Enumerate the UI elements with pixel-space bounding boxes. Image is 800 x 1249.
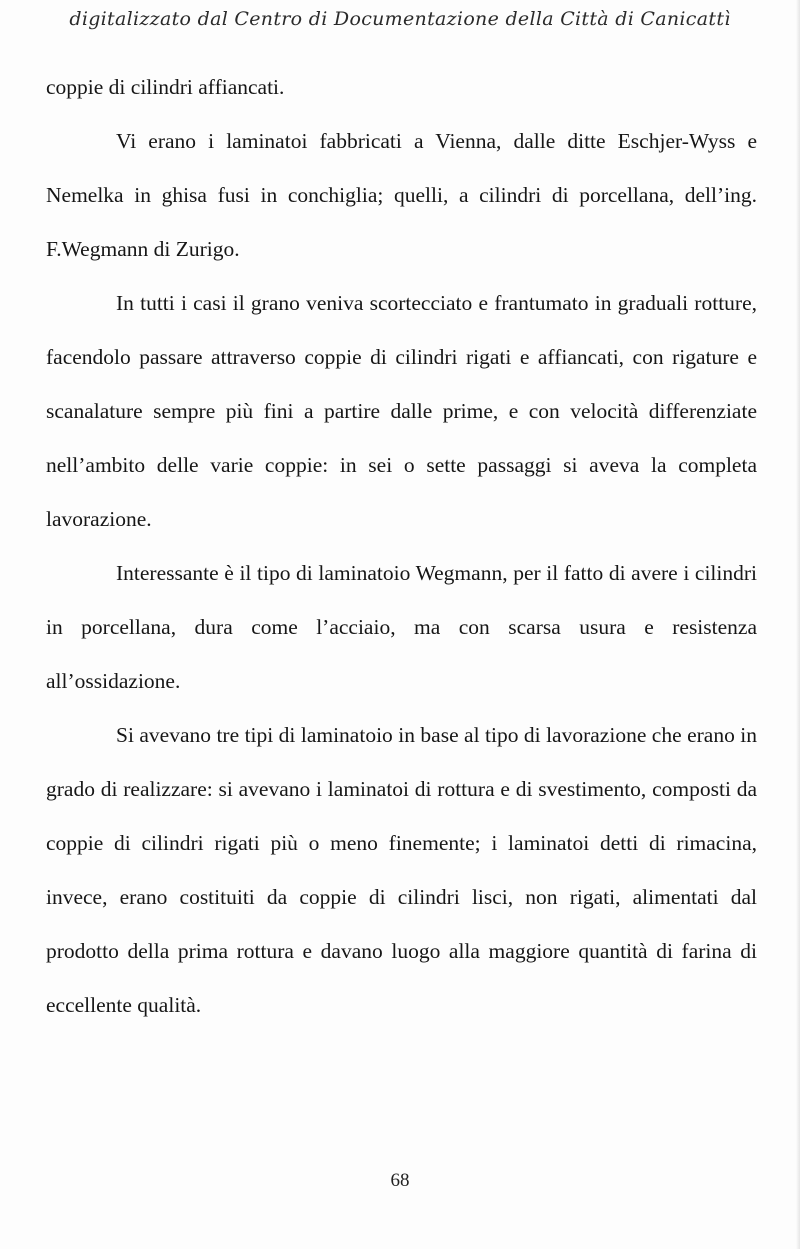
paragraph-laminatoio-wegmann: Interessante è il tipo di laminatoio Wegmann, per il fatto di avere i cilindri in porcellana, dura come l’acciaio, ma con scarsa usura e resistenza all’ossidazione. (46, 561, 757, 693)
scan-edge-shadow (796, 0, 800, 1249)
page-number: 68 (390, 1170, 410, 1191)
page-body (46, 60, 757, 1032)
paragraph-laminatoi-vienna: Vi erano i laminatoi fabbricati a Vienna, dalle ditte Eschjer-Wyss e Nemelka in ghisa fusi in conchiglia; quelli, a cilindri di porcellana, dell’ing. F.Wegmann di Zurigo. (46, 129, 757, 261)
paragraph-grano-lavorazione: In tutti i casi il grano veniva scortecciato e frantumato in graduali rotture, facendolo passare attraverso coppie di cilindri rigati e affiancati, con rigature e scanalature sempre più fini a partire dalle prime, e con velocità differenziate nell’ambito delle varie coppie: in sei o sette passaggi si aveva la completa lavorazione. (46, 291, 757, 531)
paragraph-tipi-laminatoio: Si avevano tre tipi di laminatoio in base al tipo di lavorazione che erano in grado di realizzare: si avevano i laminatoi di rottura e di svestimento, composti da coppie di cilindri rigati più o meno finemente; i laminatoi detti di rimacina, invece, erano costituiti da coppie di cilindri lisci, non rigati, alimentati dal prodotto della prima rottura e davano luogo alla maggiore quantità di farina di eccellente qualità. (46, 723, 757, 1017)
digitization-watermark: digitalizzato dal Centro di Documentazione della Città di Canicattì (69, 8, 731, 30)
paragraph-continuation: coppie di cilindri affiancati. (46, 75, 285, 99)
